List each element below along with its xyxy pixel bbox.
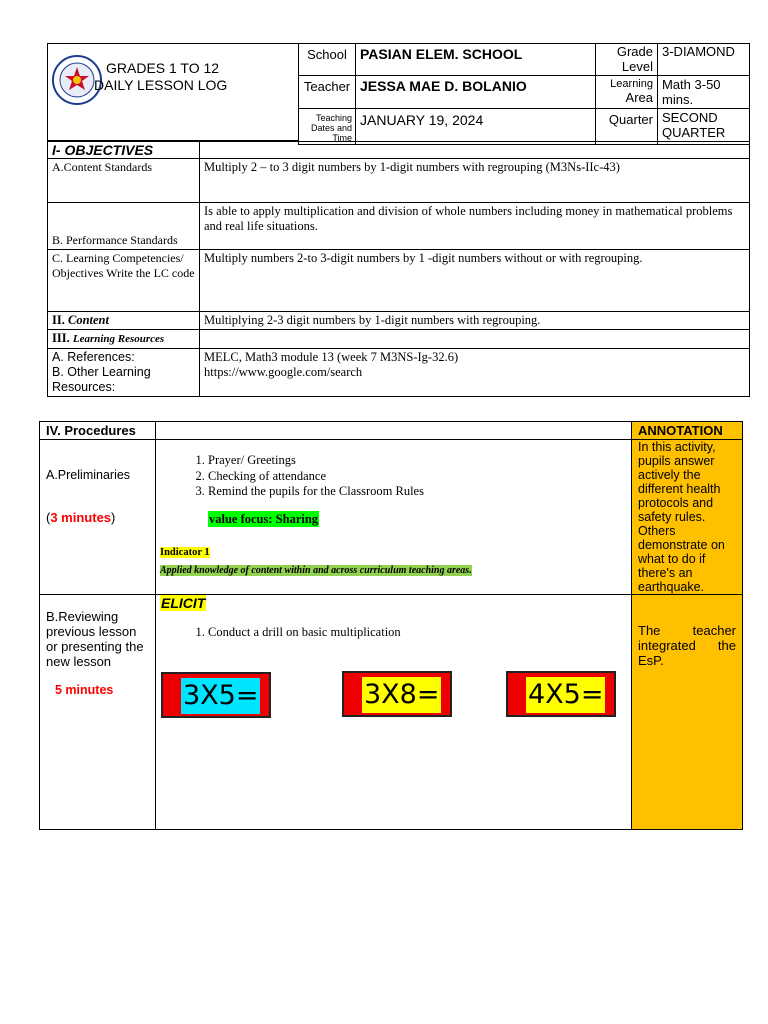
prelim-step-2: 2. Checking of attendance — [208, 469, 627, 485]
quarter-label: Quarter — [596, 109, 658, 145]
annotation-heading: ANNOTATION — [632, 422, 743, 440]
header-table — [298, 43, 750, 145]
prelim-step-3: 3. Remind the pupils for the Classroom Rules — [208, 484, 627, 500]
references-text — [200, 349, 750, 397]
preliminaries-steps — [160, 453, 627, 500]
other-resources-value: https://www.google.com/search — [204, 365, 363, 379]
procedures-num: IV. — [46, 423, 61, 438]
references-label-a: A. References: — [52, 350, 135, 364]
header-title-line1: GRADES 1 TO 12 — [106, 60, 220, 76]
value-focus: value focus: Sharing — [209, 511, 319, 526]
annotation-1: In this activity, pupils answer actively the different health protocols and safety rules. Others demonstrate on what to do if there's an earthquake. — [632, 440, 743, 595]
performance-standards-text: Is able to apply multiplication and division of whole numbers including money in mathematical problems and real life situations. — [200, 203, 750, 250]
review-time: 5 minutes — [55, 683, 114, 697]
content-text: Multiplying 2-3 digit numbers by 1-digit numbers with regrouping. — [200, 312, 750, 330]
prelim-time-open: ( — [46, 510, 51, 525]
school-value: PASIAN ELEM. SCHOOL — [356, 44, 596, 76]
learning-resources-blank — [200, 330, 750, 349]
dates-value: JANUARY 19, 2024 — [356, 109, 596, 145]
elicit-label: ELICIT — [161, 595, 206, 611]
teacher-label: Teacher — [299, 76, 356, 109]
quarter-value: SECOND QUARTER — [658, 109, 750, 145]
annotation-2: The teacher integrated the EsP. — [632, 595, 743, 830]
content-label-text: Content — [67, 313, 109, 327]
drill-card-2 — [342, 671, 452, 717]
prelim-step-1: 1. Prayer/ Greetings — [208, 453, 627, 469]
drill-card-2-text: 3X8= — [362, 677, 441, 713]
drill-card-3-text: 4X5= — [526, 677, 605, 713]
learning-resources-label — [48, 330, 200, 349]
content-standards-text: Multiply 2 – to 3 digit numbers by 1-digit numbers with regrouping (M3Ns-IIc-43) — [200, 159, 750, 203]
preliminaries-time — [46, 510, 149, 525]
references-value: MELC, Math3 module 13 (week 7 M3NS-Ig-32.6) — [204, 350, 459, 364]
learning-area-label-line1: Learning — [610, 78, 653, 90]
resources-num: III. — [52, 331, 70, 345]
review-step-1: 1. Conduct a drill on basic multiplication — [208, 625, 627, 641]
objectives-heading-blank — [200, 142, 750, 159]
school-label: School — [299, 44, 356, 76]
references-label — [48, 349, 200, 397]
procedures-heading-text: Procedures — [64, 423, 136, 438]
learning-competencies-text: Multiply numbers 2-to 3-digit numbers by 1 -digit numbers without or with regrouping. — [200, 250, 750, 312]
learning-area-label — [596, 76, 658, 109]
preliminaries-label: A.Preliminaries — [46, 468, 131, 482]
review-steps — [160, 625, 627, 641]
indicator-title: Indicator 1 — [160, 546, 210, 558]
content-label — [48, 312, 200, 330]
objectives-table — [47, 141, 750, 397]
procedures-table — [39, 421, 743, 830]
objectives-heading: I- OBJECTIVES — [48, 142, 200, 159]
indicator-text: Applied knowledge of content within and across curriculum teaching areas. — [160, 564, 472, 576]
drill-card-3 — [506, 671, 616, 717]
header-title-cell — [47, 43, 298, 141]
drill-card-1-text: 3X5= — [181, 678, 260, 714]
resources-label-text: Learning Resources — [72, 333, 165, 345]
drill-card-1 — [161, 672, 271, 718]
other-resources-label: B. Other Learning Resources: — [52, 365, 151, 394]
learning-area-label-line2: Area — [625, 90, 653, 105]
review-label: B.Reviewing previous lesson or presenting the new lesson — [46, 609, 144, 669]
content-standards-label: A.Content Standards — [48, 159, 200, 203]
teacher-value: JESSA MAE D. BOLANIO — [356, 76, 596, 109]
performance-standards-label: B. Performance Standards — [48, 203, 200, 250]
content-num: II. — [52, 313, 65, 327]
prelim-time-value: 3 minutes — [50, 510, 112, 525]
header-title-line2: DAILY LESSON LOG — [94, 77, 228, 93]
learning-area-value: Math 3-50 mins. — [658, 76, 750, 109]
grade-value: 3-DIAMOND — [658, 44, 750, 76]
prelim-time-close: ) — [111, 510, 116, 525]
preliminaries-cell — [40, 440, 156, 595]
procedures-heading-blank — [156, 422, 632, 440]
learning-competencies-label: C. Learning Competencies/ Objectives Write the LC code — [48, 250, 200, 312]
preliminaries-content — [156, 440, 632, 595]
review-cell — [40, 595, 156, 830]
procedures-heading — [40, 422, 156, 440]
dates-label: Teaching Dates and Time — [299, 109, 356, 145]
grade-label: Grade Level — [596, 44, 658, 76]
